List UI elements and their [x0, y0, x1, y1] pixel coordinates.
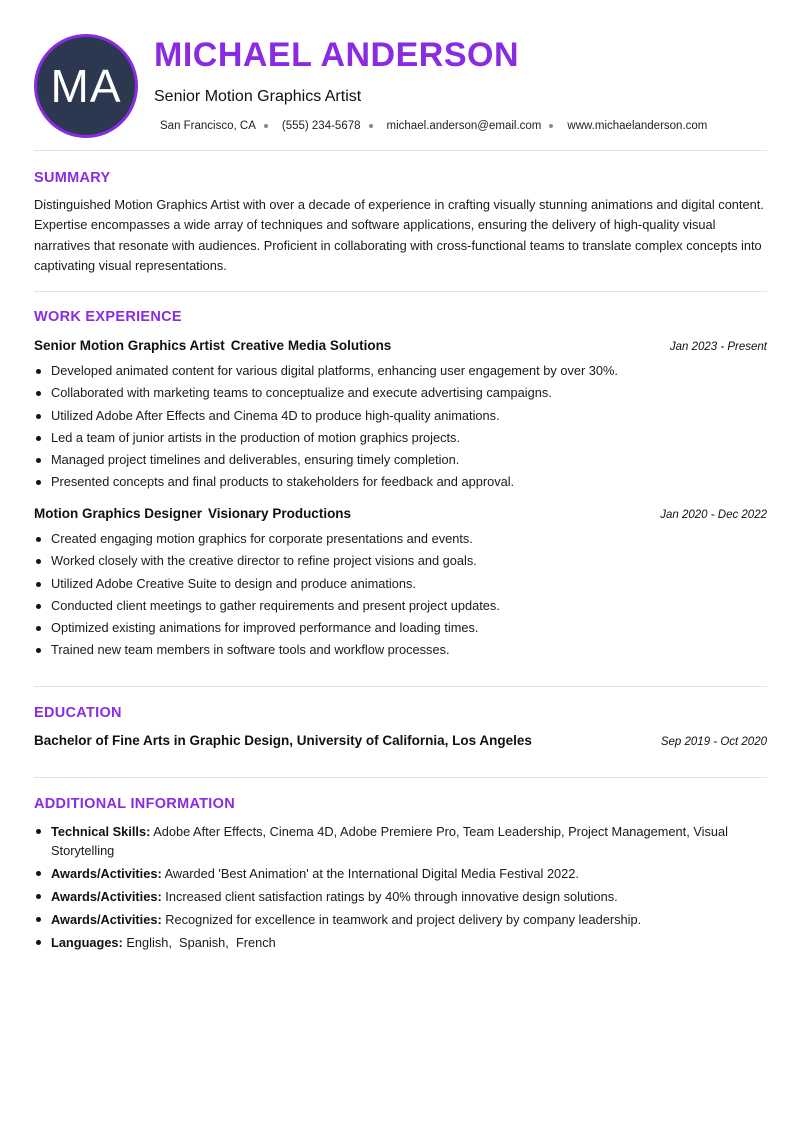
education-heading: EDUCATION	[34, 705, 122, 721]
job-title-line	[34, 506, 351, 521]
contact-website: www.michaelanderson.com	[567, 120, 708, 132]
education-entry	[34, 733, 767, 748]
list-item: Utilized Adobe Creative Suite to design and produce animations.	[34, 573, 767, 595]
list-item: Developed animated content for various digital platforms, enhancing user engagement by over 30%.	[34, 360, 767, 382]
list-item: Managed project timelines and deliverables, ensuring timely completion.	[34, 449, 767, 471]
list-item: Utilized Adobe After Effects and Cinema 4D to produce high-quality animations.	[34, 405, 767, 427]
separator-dot	[264, 124, 268, 128]
job-title-line	[34, 338, 391, 353]
job-title: Senior Motion Graphics Artist	[34, 338, 225, 353]
additional-heading: ADDITIONAL INFORMATION	[34, 796, 235, 812]
summary-text: Distinguished Motion Graphics Artist with over a decade of experience in crafting visually stunning animations and digital content. Expertise encompasses a wide array of techniques and software applications, ensuring the delivery of high-quality visual narratives that resonate with audiences. Proficient in collaborating with cross-functional teams to translate complex concepts into captivating visual representations.	[34, 197, 764, 273]
experience-heading: WORK EXPERIENCE	[34, 309, 182, 325]
divider	[34, 150, 767, 151]
education-dates: Sep 2019 - Oct 2020	[660, 736, 767, 748]
language: , Spanish	[168, 935, 225, 950]
contact-email: michael.anderson@email.com	[386, 120, 542, 132]
language: , French	[225, 935, 276, 950]
job-dates: Jan 2023 - Present	[669, 341, 767, 353]
info-label: Awards/Activities:	[51, 866, 162, 881]
info-text: Increased client satisfaction ratings by 40% through innovative design solutions.	[165, 889, 618, 904]
job-bullets	[34, 528, 767, 662]
candidate-role: Senior Motion Graphics Artist	[154, 88, 362, 105]
info-label: Awards/Activities:	[51, 889, 162, 904]
separator-dot	[549, 124, 553, 128]
list-item	[34, 822, 767, 860]
list-item: Optimized existing animations for improved performance and loading times.	[34, 617, 767, 639]
job-title: Motion Graphics Designer	[34, 506, 203, 521]
list-item	[34, 887, 767, 906]
job-header	[34, 338, 767, 353]
languages-label: Languages:	[51, 935, 123, 950]
list-item: Collaborated with marketing teams to conceptualize and execute advertising campaigns.	[34, 382, 767, 404]
job-bullets	[34, 360, 767, 494]
contact-bar	[160, 120, 707, 132]
job-company: Visionary Productions	[208, 506, 352, 521]
divider	[34, 686, 767, 687]
info-text: Awarded 'Best Animation' at the International Digital Media Festival 2022.	[164, 866, 579, 881]
avatar	[34, 34, 138, 138]
list-item: Worked closely with the creative director to refine project visions and goals.	[34, 550, 767, 572]
info-label: Technical Skills:	[51, 824, 151, 839]
candidate-name: MICHAEL ANDERSON	[154, 36, 520, 74]
info-label: Awards/Activities:	[51, 912, 162, 927]
separator-dot	[369, 124, 373, 128]
divider	[34, 291, 767, 292]
list-item: Presented concepts and final products to stakeholders for feedback and approval.	[34, 471, 767, 493]
additional-list	[34, 822, 767, 956]
avatar-initials: MA	[50, 60, 122, 112]
job-header	[34, 506, 767, 521]
list-item	[34, 864, 767, 883]
contact-location: San Francisco, CA	[160, 120, 256, 132]
list-item: Trained new team members in software tools and workflow processes.	[34, 639, 767, 661]
job-dates: Jan 2020 - Dec 2022	[660, 509, 767, 521]
info-text: Adobe After Effects, Cinema 4D, Adobe Premiere Pro, Team Leadership, Project Management, Visual Storytelling	[51, 824, 728, 858]
list-item: Created engaging motion graphics for corporate presentations and events.	[34, 528, 767, 550]
education-degree: Bachelor of Fine Arts in Graphic Design, University of California, Los Angeles	[34, 733, 532, 748]
language: English	[126, 935, 169, 950]
list-item: Led a team of junior artists in the production of motion graphics projects.	[34, 427, 767, 449]
contact-phone: (555) 234-5678	[281, 120, 361, 132]
languages-item	[34, 933, 767, 952]
list-item: Conducted client meetings to gather requirements and present project updates.	[34, 595, 767, 617]
divider	[34, 777, 767, 778]
job-company: Creative Media Solutions	[230, 338, 392, 353]
list-item	[34, 910, 767, 929]
info-text: Recognized for excellence in teamwork and project delivery by company leadership.	[165, 912, 642, 927]
summary-heading: SUMMARY	[34, 170, 111, 186]
